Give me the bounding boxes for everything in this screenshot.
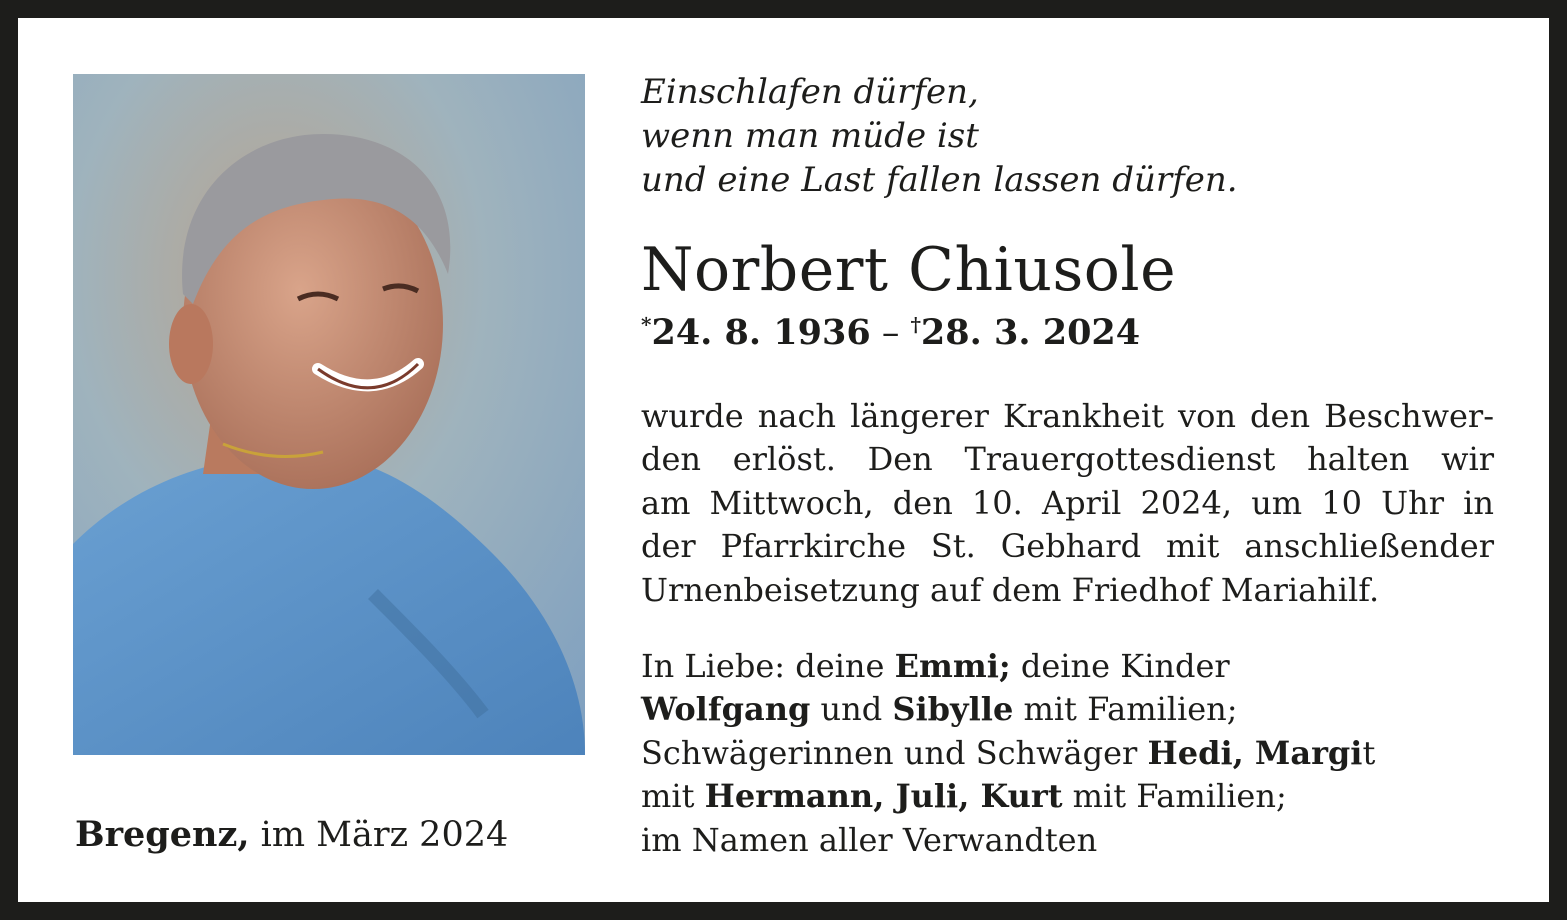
portrait-photo	[73, 74, 585, 755]
family-text: deine Kinder	[1010, 647, 1230, 685]
announcement-line-2: den erlöst. Den Trauergottesdienst halten wir	[641, 440, 1494, 479]
life-dates	[641, 310, 1140, 356]
family-line-1	[641, 645, 1375, 688]
announcement-line-1: wurde nach längerer Krankheit von den Beschwer-	[641, 397, 1494, 435]
family-text: Schwägerinnen und Schwäger	[641, 733, 1148, 772]
announcement-line-4: der Pfarrkirche St. Gebhard mit anschließender	[641, 527, 1494, 566]
family-line-2	[641, 688, 1375, 731]
birth-date: 24. 8. 1936	[651, 312, 871, 353]
place-and-date	[75, 813, 508, 857]
announcement-line-5: Urnenbeisetzung auf dem Friedhof Mariahilf.	[641, 570, 1380, 609]
place-date: im März 2024	[249, 815, 509, 855]
family-text: und	[810, 690, 893, 729]
family-text: t	[1362, 733, 1376, 772]
family-name: Hedi, Margi	[1147, 733, 1363, 772]
place-city: Bregenz,	[75, 814, 250, 855]
poem-line-1: Einschlafen dürfen,	[641, 72, 979, 112]
family-name: Hermann, Juli, Kurt	[704, 777, 1063, 816]
poem-line-2: wenn man müde ist	[641, 116, 979, 156]
poem-line-3: und eine Last fallen lassen dürfen.	[641, 160, 1238, 200]
announcement-line-3: am Mittwoch, den 10. April 2024, um 10 Uhr in	[641, 483, 1494, 522]
family-text: In Liebe: deine	[641, 647, 895, 685]
family-text: mit Familien;	[1013, 690, 1238, 729]
death-date: 28. 3. 2024	[920, 312, 1141, 353]
family-line-5: im Namen aller Verwandten	[641, 820, 1098, 859]
family-name: Emmi;	[894, 647, 1011, 685]
announcement-text	[641, 395, 1494, 612]
date-separator: –	[870, 313, 911, 353]
family-text: mit	[641, 777, 705, 816]
deceased-name: Norbert Chiusole	[641, 235, 1177, 305]
family-list	[641, 645, 1375, 862]
family-line-3	[641, 732, 1375, 775]
birth-symbol: *	[641, 312, 652, 337]
family-name: Wolfgang	[641, 690, 811, 729]
death-symbol: †	[910, 312, 921, 337]
family-line-4	[641, 775, 1375, 818]
family-name: Sibylle	[892, 690, 1014, 729]
family-text: mit Familien;	[1062, 777, 1287, 816]
poem	[641, 70, 1238, 202]
